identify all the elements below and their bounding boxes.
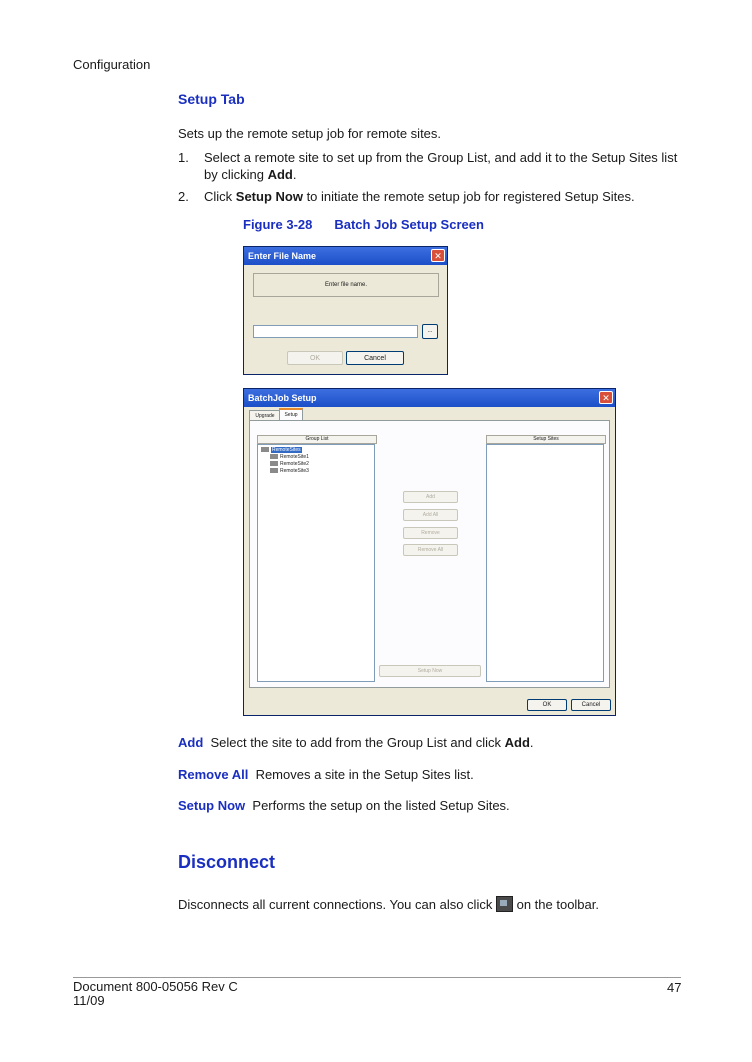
setup-sites-header: Setup Sites bbox=[486, 435, 606, 444]
ok-button[interactable]: OK bbox=[527, 699, 567, 711]
browse-button[interactable]: ... bbox=[422, 324, 438, 339]
term-remove-all: Remove All Removes a site in the Setup Sites list. bbox=[178, 767, 474, 782]
group-list[interactable] bbox=[257, 444, 375, 682]
folder-icon bbox=[261, 447, 269, 452]
footer-document: Document 800-05056 Rev C 11/09 bbox=[73, 979, 238, 1008]
dialog-titlebar: BatchJob Setup bbox=[244, 389, 615, 407]
tree-item-site[interactable]: RemoteSite3 bbox=[270, 468, 309, 475]
prompt-box: Enter file name. bbox=[253, 273, 439, 297]
site-icon bbox=[270, 454, 278, 459]
close-icon[interactable]: ✕ bbox=[431, 249, 445, 262]
batch-job-setup-dialog bbox=[243, 388, 616, 716]
disconnect-icon bbox=[496, 896, 513, 912]
step-text: Select a remote site to set up from the Group List, and add it to the Setup Sites list by clicking Add. bbox=[204, 150, 678, 182]
section-title: Setup Tab bbox=[178, 91, 245, 107]
intro-text: Sets up the remote setup job for remote sites. bbox=[178, 126, 442, 141]
group-list-header: Group List bbox=[257, 435, 377, 444]
add-all-button[interactable]: Add All bbox=[403, 509, 458, 521]
enter-file-name-dialog bbox=[243, 246, 448, 375]
tab-upgrade[interactable]: Upgrade bbox=[249, 410, 281, 421]
cancel-button[interactable]: Cancel bbox=[346, 351, 404, 365]
step-2 bbox=[178, 188, 688, 206]
cancel-button[interactable]: Cancel bbox=[571, 699, 611, 711]
setup-now-button[interactable]: Setup Now bbox=[379, 665, 481, 677]
add-button[interactable]: Add bbox=[403, 491, 458, 503]
setup-sites-list[interactable] bbox=[486, 444, 604, 682]
remove-all-button[interactable]: Remove All bbox=[403, 544, 458, 556]
remove-button[interactable]: Remove bbox=[403, 527, 458, 539]
step-1 bbox=[178, 149, 688, 183]
step-number: 1. bbox=[178, 150, 189, 165]
tree-item-site[interactable]: RemoteSite2 bbox=[270, 461, 309, 468]
ok-button[interactable]: OK bbox=[287, 351, 343, 365]
tree-item-site[interactable]: RemoteSite1 bbox=[270, 454, 309, 461]
tab-panel bbox=[249, 420, 610, 688]
dialog-titlebar: Enter File Name bbox=[244, 247, 447, 265]
term-setup-now: Setup Now Performs the setup on the listed Setup Sites. bbox=[178, 798, 510, 813]
disconnect-title: Disconnect bbox=[178, 852, 276, 872]
disconnect-text: Disconnects all current connections. You can also click on the toolbar. bbox=[178, 897, 599, 912]
page-number: 47 bbox=[667, 980, 682, 995]
figure-caption: Figure 3-28 Batch Job Setup Screen bbox=[243, 217, 484, 232]
site-icon bbox=[270, 461, 278, 466]
step-text: Click Setup Now to initiate the remote setup job for registered Setup Sites. bbox=[204, 189, 635, 204]
close-icon[interactable]: ✕ bbox=[599, 391, 613, 404]
tree-item-root[interactable]: RemoteSites bbox=[261, 447, 302, 454]
file-name-input[interactable] bbox=[253, 325, 418, 338]
tab-setup[interactable]: Setup bbox=[279, 408, 303, 420]
site-icon bbox=[270, 468, 278, 473]
step-number: 2. bbox=[178, 189, 189, 204]
running-header: Configuration bbox=[73, 57, 151, 72]
term-add: Add Select the site to add from the Group List and click Add. bbox=[178, 735, 534, 750]
footer-rule bbox=[73, 977, 681, 978]
